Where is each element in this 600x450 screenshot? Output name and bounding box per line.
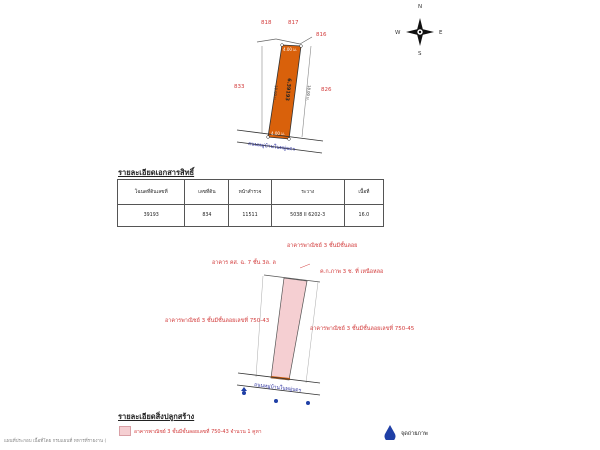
corner-marker	[281, 44, 284, 47]
boundary-line	[306, 282, 318, 383]
doc-header-deed: โฉนดที่ดินเลขที่	[118, 180, 185, 205]
svg-text:W: W	[395, 30, 401, 36]
corner-marker	[267, 136, 270, 139]
doc-cell-land: 834	[185, 205, 229, 227]
svg-text:S: S	[418, 51, 422, 57]
corner-marker	[288, 138, 291, 141]
side-right-label: 18.00 ม.	[305, 84, 312, 102]
building-right-label: อาคารพาณิชย์ 3 ชั้นมีชั้นลอยเลขที่ 750-45	[310, 326, 415, 332]
svg-text:E: E	[439, 30, 443, 36]
building-note-2: ค.ก.ภาพ 3 ช. ที่ เหนือหลอ	[320, 269, 384, 275]
neighbor-label: 817	[288, 20, 299, 26]
boundary-line	[276, 39, 300, 44]
parcel-number-label: 6.39193	[283, 77, 292, 102]
doc-cell-deed: 39193	[118, 205, 185, 227]
road-name-label: ถนนหมู่บ้านในหมู่บดร	[253, 382, 302, 394]
compass-icon	[395, 4, 443, 57]
bottom-building-map	[0, 235, 600, 410]
corner-marker	[300, 45, 303, 48]
road-name-label: ถนนหมู่บ้านในหมู่บดร	[247, 141, 296, 153]
table-row	[118, 205, 384, 227]
doc-header-area: เนื้อที่	[344, 180, 383, 205]
doc-cell-area: 16.0	[344, 205, 383, 227]
boundary-line	[257, 39, 276, 42]
doc-header-survey: หน้าสำรวจ	[229, 180, 271, 205]
legend-swatch	[119, 426, 131, 436]
doc-cell-survey: 11511	[229, 205, 271, 227]
leader-line	[300, 264, 310, 268]
top-parcel-map	[0, 0, 600, 180]
neighbor-label: 833	[234, 84, 245, 90]
frontage-bottom-label: 4.00 ม.	[271, 131, 286, 136]
boundary-line	[256, 276, 263, 377]
doc-header-land: เลขที่ดิน	[185, 180, 229, 205]
building-left-label: อาคารพาณิชย์ 3 ชั้นมีชั้นลอยเลขที่ 750-43	[165, 318, 270, 324]
camera-legend-label: จุดถ่ายภาพ	[401, 431, 428, 437]
building-top-label: อาคารพาณิชย์ 3 ชั้นมีชั้นลอย	[287, 243, 358, 249]
neighbor-label: 826	[321, 87, 332, 93]
doc-header-sheet: ระวาง	[271, 180, 344, 205]
building-section-title: รายละเอียดสิ่งปลูกสร้าง	[118, 412, 195, 421]
camera-location-icon	[383, 424, 397, 440]
parcel-polygon	[268, 45, 301, 139]
building-note-1: อาคาร คส. ฉ. 7 ชั้น 3ล. ล	[212, 260, 276, 266]
doc-section-title: รายละเอียดเอกสารสิทธิ์	[118, 168, 195, 177]
building-polygon	[271, 278, 307, 380]
legend-label: อาคารพาณิชย์ 3 ชั้นมีชั้นลอยเลขที่ 750-43 จำนวน 1 คูหา	[134, 429, 262, 435]
footer-note: แผนที่ประกอบ เนื้อที่โดย กรมแผนที่ ทหารที่รายงาน (	[4, 439, 107, 444]
side-left-label: 18.00 ม.	[272, 84, 279, 102]
neighbor-label: 818	[261, 20, 272, 26]
doc-cell-sheet: 5038 II 6202-3	[271, 205, 344, 227]
frontage-top-label: 4.00 ม.	[283, 47, 298, 52]
neighbor-label: 816	[316, 32, 327, 38]
svg-text:N: N	[418, 4, 423, 10]
doc-table	[117, 179, 384, 227]
boundary-line	[300, 37, 312, 44]
